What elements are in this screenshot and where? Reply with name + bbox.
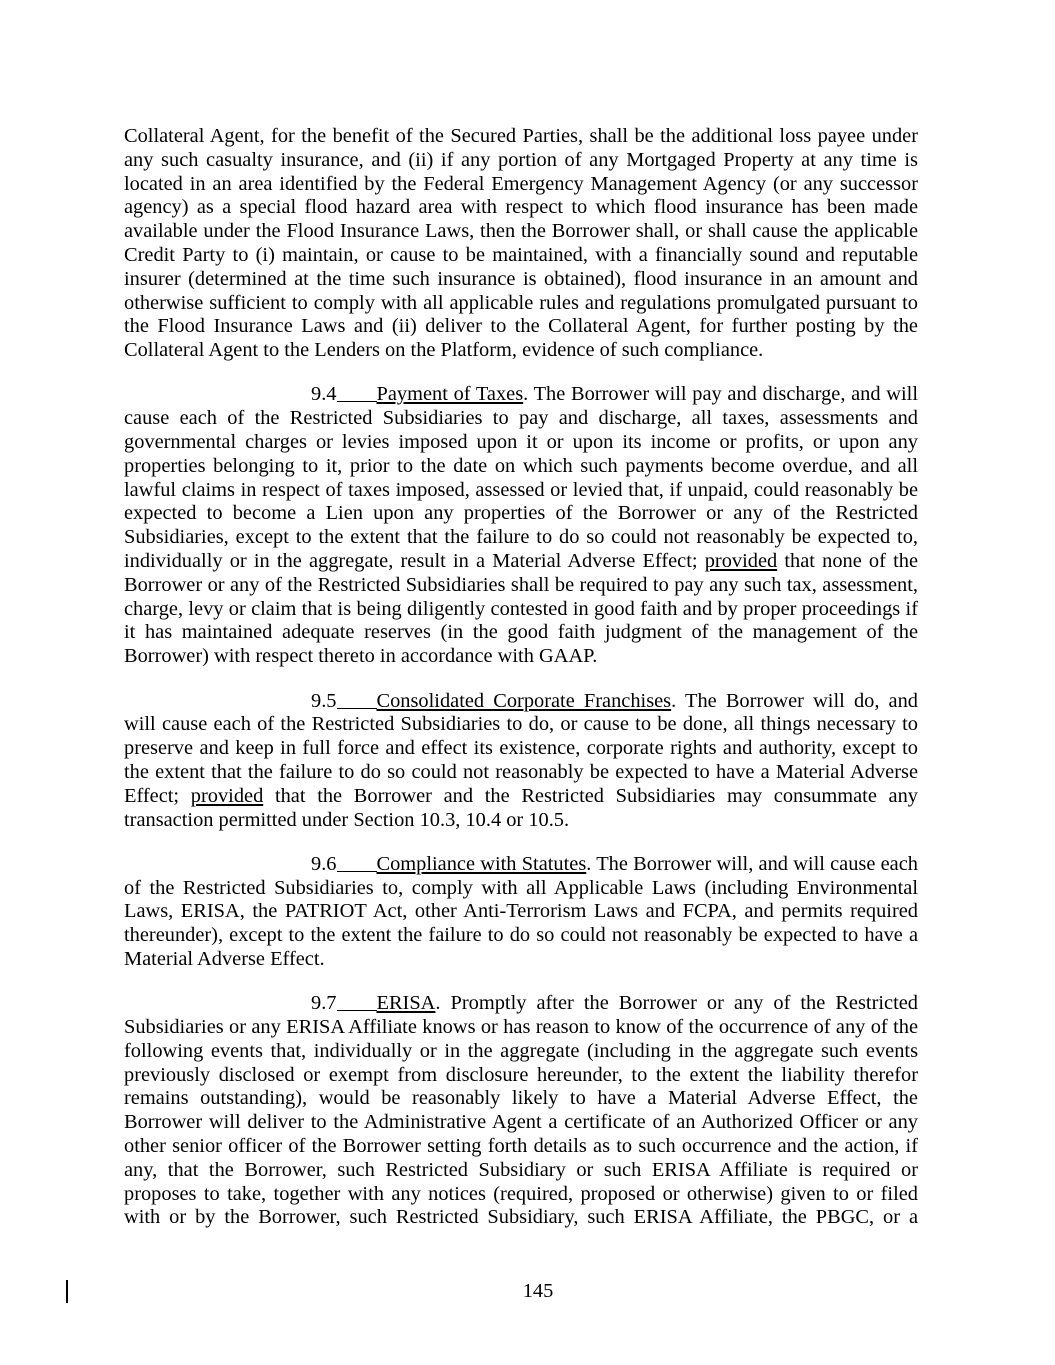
text-line — [124, 550, 918, 574]
text-line — [124, 785, 918, 809]
section-heading-line — [124, 853, 918, 877]
section-9-6 — [124, 853, 918, 972]
document-body — [124, 125, 918, 1251]
text-line: any such casualty insurance, and (ii) if any portion of any Mortgaged Property at any time is — [124, 148, 918, 171]
section-number: 9.4 — [311, 383, 337, 406]
text-line: cause each of the Restricted Subsidiaries to pay and discharge, all taxes, assessments and — [124, 407, 918, 430]
section-title-text: Payment of Taxes — [376, 383, 524, 406]
text-line: the extent that the failure to do so could not reasonably be expected to have a Material Adverse — [124, 760, 918, 783]
title-underline-gap — [337, 870, 377, 872]
text-line: governmental charges or levies imposed upon it or upon its income or profits, or upon any — [124, 431, 918, 454]
text-line: Borrower or any of the Restricted Subsidiaries shall be required to pay any such tax, assessment, — [124, 573, 918, 596]
text-line: of the Restricted Subsidiaries to, comply with all Applicable Laws (including Environmental — [124, 876, 918, 899]
text-line: any, that the Borrower, such Restricted Subsidiary or such ERISA Affiliate is required or — [124, 1158, 918, 1181]
text-line: remains outstanding), would be reasonably likely to have a Material Adverse Effect, the — [124, 1087, 918, 1110]
section-heading-line — [124, 383, 918, 407]
section-9-5 — [124, 690, 918, 833]
underlined-term: provided — [190, 784, 264, 807]
text-line: proposes to take, together with any notices (required, proposed or otherwise) given to or filed — [124, 1182, 918, 1205]
text-line: preserve and keep in full force and effect its existence, corporate rights and authority, except to — [124, 737, 918, 760]
section-lead-text: . The Borrower will, and will cause each — [586, 852, 918, 875]
text-line: Collateral Agent to the Lenders on the Platform, evidence of such compliance. — [124, 339, 764, 362]
text-line: Borrower will deliver to the Administrative Agent a certificate of an Authorized Officer or any — [124, 1111, 918, 1134]
text-line: available under the Flood Insurance Laws, then the Borrower shall, or shall cause the applicable — [124, 220, 918, 243]
section-lead-text: . The Borrower will do, and — [671, 689, 918, 712]
text-line: properties belonging to it, prior to the date on which such payments become overdue, and all — [124, 454, 918, 477]
section-title — [337, 992, 436, 1014]
section-9-7 — [124, 992, 918, 1230]
text-line: otherwise sufficient to comply with all applicable rules and regulations promulgated pursuant to — [124, 291, 918, 314]
section-number: 9.5 — [311, 689, 337, 712]
text-line: insurer (determined at the time such insurance is obtained), flood insurance in an amount and — [124, 267, 918, 290]
section-title — [337, 853, 587, 875]
title-underline-gap — [337, 400, 377, 402]
underlined-term: provided — [704, 550, 778, 573]
text-line: agency) as a special flood hazard area with respect to which flood insurance has been made — [124, 196, 918, 219]
text-line: Borrower) with respect thereto in accordance with GAAP. — [124, 645, 598, 668]
section-number: 9.7 — [311, 992, 337, 1015]
text-line: it has maintained adequate reserves (in the good faith judgment of the management of the — [124, 621, 918, 644]
text-line: transaction permitted under Section 10.3, 10.4 or 10.5. — [124, 808, 570, 831]
section-lead-text: . The Borrower will pay and discharge, and will — [523, 383, 918, 406]
text-line: Subsidiaries, except to the extent that the failure to do so could not reasonably be expected to, — [124, 526, 918, 549]
text-line: with or by the Borrower, such Restricted Subsidiary, such ERISA Affiliate, the PBGC, or a — [124, 1206, 918, 1229]
text-line: located in an area identified by the Federal Emergency Management Agency (or any successor — [124, 172, 918, 195]
title-underline-gap — [337, 707, 377, 709]
text-line: the Flood Insurance Laws and (ii) deliver to the Collateral Agent, for further posting by the — [124, 315, 918, 338]
section-heading-line — [124, 992, 918, 1016]
section-9-4 — [124, 383, 918, 669]
text-segment: individually or in the aggregate, result in a Material Adverse Effect; — [124, 550, 705, 573]
text-line: following events that, individually or in the aggregate (including in the aggregate such events — [124, 1039, 918, 1062]
section-heading-line — [124, 690, 918, 714]
text-line: thereunder), except to the extent the failure to do so could not reasonably be expected to have a — [124, 924, 918, 947]
section-title — [337, 690, 672, 712]
text-line: previously disclosed or exempt from disclosure hereunder, to the extent the liability therefor — [124, 1063, 918, 1086]
section-title — [337, 383, 524, 405]
section-number: 9.6 — [311, 852, 337, 875]
text-segment: that the Borrower and the Restricted Subsidiaries may consummate any — [263, 784, 918, 807]
text-line: Laws, ERISA, the PATRIOT Act, other Anti-Terrorism Laws and FCPA, and permits required — [124, 900, 918, 923]
text-line: Material Adverse Effect. — [124, 948, 325, 970]
text-line: Credit Party to (i) maintain, or cause to be maintained, with a financially sound and reputable — [124, 243, 918, 266]
text-line: other senior officer of the Borrower setting forth details as to such occurrence and the action, if — [124, 1135, 918, 1158]
title-underline-gap — [337, 1009, 377, 1011]
page-number: 145 — [522, 1280, 554, 1302]
text-line: charge, levy or claim that is being diligently contested in good faith and by proper proceedings if — [124, 597, 918, 620]
text-line: will cause each of the Restricted Subsidiaries to do, or cause to be done, all things necessary to — [124, 713, 918, 736]
section-lead-text: . Promptly after the Borrower or any of the Restricted — [435, 992, 918, 1015]
section-title-text: ERISA — [376, 992, 436, 1015]
text-segment: Effect; — [124, 784, 191, 807]
text-line: Subsidiaries or any ERISA Affiliate knows or has reason to know of the occurrence of any of the — [124, 1016, 918, 1039]
text-line: Collateral Agent, for the benefit of the Secured Parties, shall be the additional loss payee under — [124, 125, 918, 147]
section-title-text: Consolidated Corporate Franchises — [376, 689, 672, 712]
section-title-text: Compliance with Statutes — [376, 852, 587, 875]
paragraph — [124, 125, 918, 363]
text-segment: that none of the — [777, 550, 918, 573]
text-line: lawful claims in respect of taxes imposed, assessed or levied that, if unpaid, could reasonably be — [124, 478, 918, 501]
text-line: expected to become a Lien upon any properties of the Borrower or any of the Restricted — [124, 502, 918, 525]
